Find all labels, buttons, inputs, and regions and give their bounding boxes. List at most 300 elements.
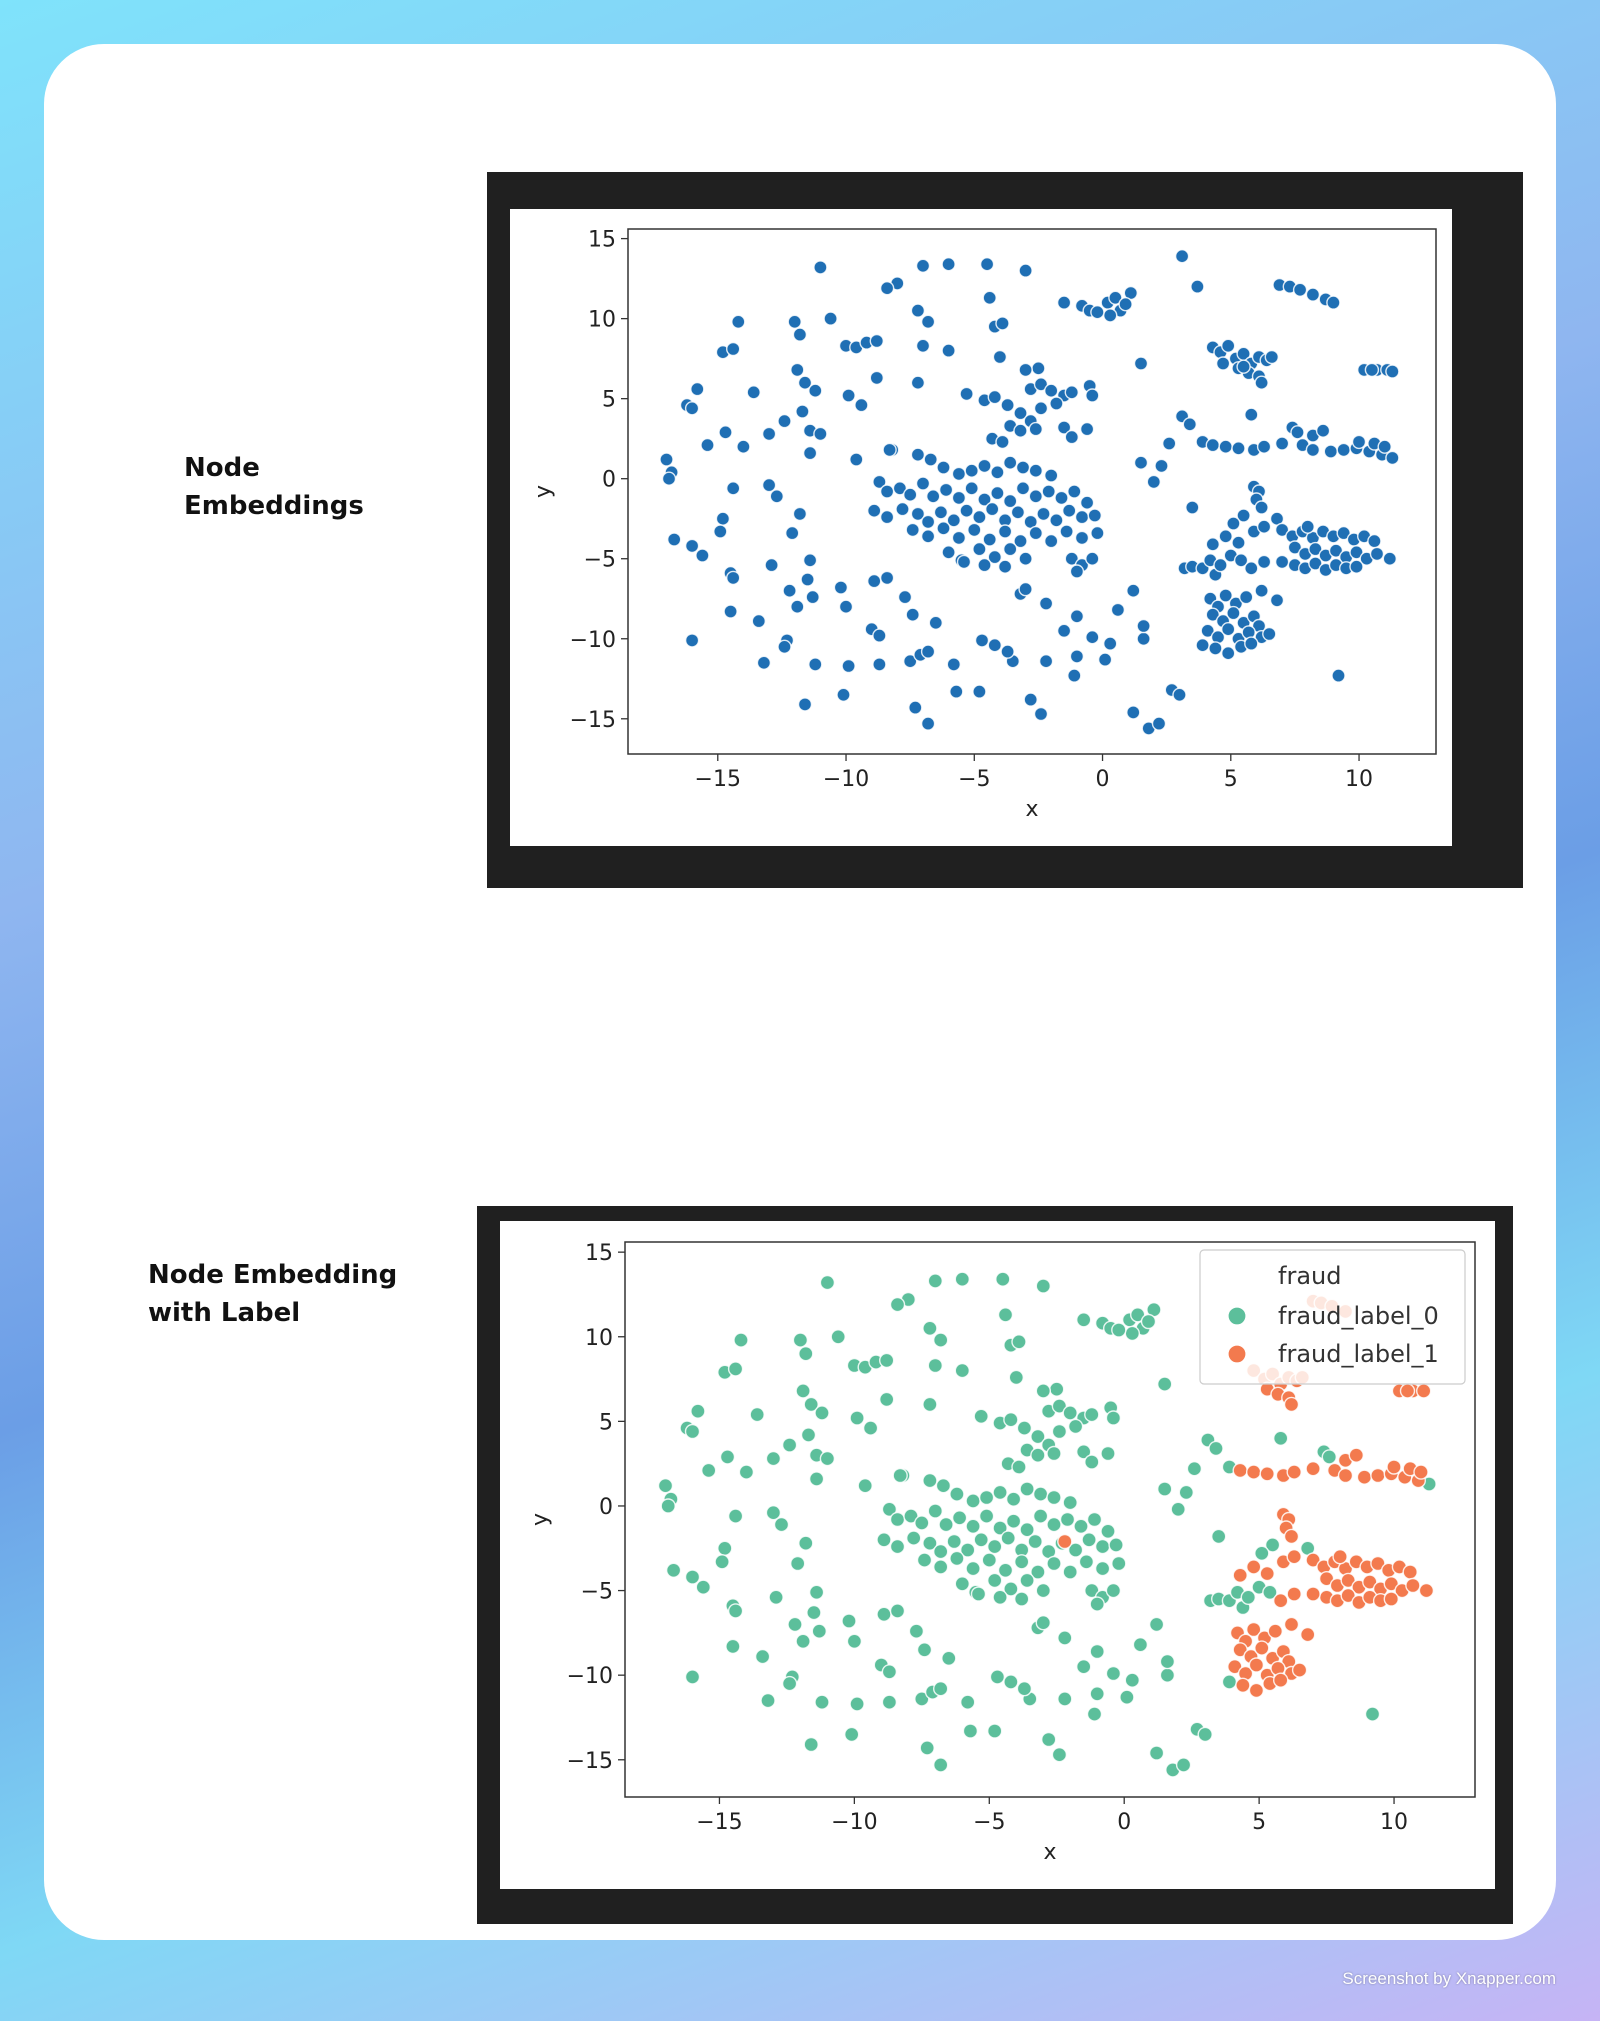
data-point <box>1366 1707 1380 1721</box>
data-point <box>793 507 806 520</box>
data-point <box>786 527 799 540</box>
data-point <box>1371 547 1384 560</box>
data-point <box>1029 527 1042 540</box>
data-point <box>1028 1535 1042 1549</box>
data-point <box>1001 645 1014 658</box>
data-point <box>820 1452 834 1466</box>
data-point <box>799 1347 813 1361</box>
data-point <box>1217 357 1230 370</box>
data-point <box>802 1428 816 1442</box>
data-point <box>1249 1658 1263 1672</box>
data-point <box>729 1604 743 1618</box>
data-point <box>980 1509 994 1523</box>
data-point <box>1085 1455 1099 1469</box>
data-point <box>983 533 996 546</box>
data-point <box>864 1421 878 1435</box>
data-point <box>972 1587 986 1601</box>
data-point <box>881 571 894 584</box>
data-point <box>891 1298 905 1312</box>
data-point <box>1232 536 1245 549</box>
data-point <box>1042 485 1055 498</box>
data-point <box>1219 530 1232 543</box>
data-point <box>1070 610 1083 623</box>
data-point <box>1255 584 1268 597</box>
data-point <box>1106 1584 1120 1598</box>
y-tick-label: −15 <box>569 707 616 733</box>
data-point <box>1287 1550 1301 1564</box>
data-point <box>1274 1431 1288 1445</box>
data-point <box>870 371 883 384</box>
data-point <box>1142 1315 1156 1329</box>
data-point <box>999 1308 1013 1322</box>
x-tick-label: −15 <box>694 767 741 792</box>
data-point <box>729 1362 743 1376</box>
data-point <box>942 258 955 271</box>
data-point <box>883 443 896 456</box>
data-point <box>1160 1655 1174 1669</box>
data-point <box>942 1651 956 1665</box>
data-point <box>1070 565 1083 578</box>
data-point <box>993 1590 1007 1604</box>
data-point <box>868 504 881 517</box>
legend-title: fraud <box>1278 1262 1342 1290</box>
data-point <box>1383 552 1396 565</box>
data-point <box>934 1560 948 1574</box>
data-point <box>855 399 868 412</box>
data-point <box>960 504 973 517</box>
data-point <box>1322 1450 1336 1464</box>
data-point <box>1209 642 1222 655</box>
data-point <box>1029 490 1042 503</box>
data-point <box>1386 451 1399 464</box>
data-point <box>778 640 791 653</box>
data-point <box>714 525 727 538</box>
y-axis-label: y <box>528 1512 553 1527</box>
data-point <box>810 1472 824 1486</box>
data-point <box>1236 1678 1250 1692</box>
legend-entry-label: fraud_label_1 <box>1278 1340 1439 1368</box>
data-point <box>873 629 886 642</box>
data-point <box>1101 1524 1115 1538</box>
data-point <box>880 1353 894 1367</box>
data-point <box>1020 1573 1034 1587</box>
data-point <box>1306 288 1319 301</box>
data-point <box>850 453 863 466</box>
data-point <box>982 1553 996 1567</box>
data-point <box>999 560 1012 573</box>
data-point <box>1247 1465 1261 1479</box>
data-point <box>793 1333 807 1347</box>
data-point <box>1058 1535 1072 1549</box>
data-point <box>1327 296 1340 309</box>
data-point <box>788 315 801 328</box>
data-point <box>715 1555 729 1569</box>
data-point <box>1060 525 1073 538</box>
data-point <box>1155 459 1168 472</box>
data-point <box>1014 424 1027 437</box>
x-axis-label: x <box>1025 797 1039 822</box>
data-point <box>1019 552 1032 565</box>
data-point <box>1153 717 1166 730</box>
data-point <box>1127 706 1140 719</box>
data-point <box>1009 1370 1023 1384</box>
data-point <box>939 1518 953 1532</box>
data-point <box>716 512 729 525</box>
legend-marker <box>1228 1345 1246 1363</box>
data-point <box>918 1643 932 1657</box>
data-point <box>1068 485 1081 498</box>
data-point <box>1052 1425 1066 1439</box>
data-point <box>960 387 973 400</box>
data-point <box>686 634 699 647</box>
data-point <box>807 1606 821 1620</box>
data-point <box>763 479 776 492</box>
data-point <box>1258 520 1271 533</box>
y-tick-label: 0 <box>602 467 616 493</box>
scatter-chart-node-embedding-with-label <box>500 1221 1495 1889</box>
data-point <box>920 1741 934 1755</box>
y-tick-label: 10 <box>585 1325 613 1351</box>
data-point <box>718 1541 732 1555</box>
data-point <box>801 573 814 586</box>
data-point <box>940 483 953 496</box>
data-point <box>783 1677 797 1691</box>
data-point <box>1232 442 1245 455</box>
data-point <box>942 344 955 357</box>
data-point <box>686 1570 700 1584</box>
data-point <box>1241 1590 1255 1604</box>
data-point <box>686 1670 700 1684</box>
data-point <box>966 1494 980 1508</box>
data-point <box>1173 688 1186 701</box>
data-point <box>1274 1673 1288 1687</box>
data-point <box>1065 386 1078 399</box>
legend-entry-label: fraud_label_0 <box>1278 1302 1439 1330</box>
data-point <box>734 1333 748 1347</box>
data-point <box>868 575 881 588</box>
data-point <box>1004 495 1017 508</box>
data-point <box>1263 628 1276 641</box>
data-point <box>809 384 822 397</box>
data-point <box>1001 1531 1015 1545</box>
data-point <box>770 490 783 503</box>
data-point <box>1350 560 1363 573</box>
data-point <box>729 1509 743 1523</box>
data-point <box>691 1404 705 1418</box>
data-point <box>701 439 714 452</box>
y-tick-label: 5 <box>599 1410 613 1436</box>
data-point <box>973 511 986 524</box>
data-point <box>896 503 909 516</box>
y-tick-label: 5 <box>602 387 616 413</box>
data-point <box>1076 511 1089 524</box>
data-point <box>1274 1594 1288 1608</box>
data-point <box>1222 339 1235 352</box>
data-point <box>1004 543 1017 556</box>
data-point <box>1029 423 1042 436</box>
data-point <box>1183 418 1196 431</box>
data-point <box>804 447 817 460</box>
data-point <box>1007 1492 1021 1506</box>
data-point <box>937 522 950 535</box>
data-point <box>686 1425 700 1439</box>
data-point <box>1015 1555 1029 1569</box>
data-point <box>988 1724 1002 1738</box>
data-point <box>1333 1550 1347 1564</box>
data-point <box>796 1384 810 1398</box>
data-point <box>1017 461 1030 474</box>
data-point <box>953 1511 967 1525</box>
data-point <box>1306 443 1319 456</box>
data-point <box>1212 1529 1226 1543</box>
data-point <box>788 1617 802 1631</box>
data-point <box>952 491 965 504</box>
data-point <box>1019 363 1032 376</box>
data-point <box>750 1408 764 1422</box>
data-point <box>1332 669 1345 682</box>
data-point <box>934 1333 948 1347</box>
data-point <box>775 1518 789 1532</box>
data-point <box>1158 1377 1172 1391</box>
legend <box>1200 1250 1465 1384</box>
data-point <box>1074 1519 1088 1533</box>
data-point <box>847 1634 861 1648</box>
data-point <box>1417 1384 1431 1398</box>
data-point <box>1004 456 1017 469</box>
data-point <box>737 440 750 453</box>
data-point <box>1036 1384 1050 1398</box>
data-point <box>1150 1746 1164 1760</box>
data-point <box>950 1487 964 1501</box>
data-point <box>1047 1447 1061 1461</box>
data-point <box>981 258 994 271</box>
data-point <box>882 1695 896 1709</box>
data-point <box>1227 607 1240 620</box>
data-point <box>955 1364 969 1378</box>
data-point <box>732 315 745 328</box>
data-point <box>893 1469 907 1483</box>
data-point <box>1082 1533 1096 1547</box>
y-tick-label: −5 <box>580 1579 613 1605</box>
data-point <box>1125 1673 1139 1687</box>
data-point <box>1227 517 1240 530</box>
data-point <box>824 312 837 325</box>
data-point <box>1017 1682 1031 1696</box>
data-point <box>1079 1555 1093 1569</box>
data-point <box>1387 1460 1401 1474</box>
data-point <box>1104 309 1117 322</box>
x-tick-label: 0 <box>1117 1810 1132 1835</box>
data-point <box>911 448 924 461</box>
data-point <box>1247 1560 1261 1574</box>
data-point <box>783 584 796 597</box>
data-point <box>1029 464 1042 477</box>
data-point <box>990 1670 1004 1684</box>
data-point <box>1063 504 1076 517</box>
data-point <box>796 1634 810 1648</box>
chart-frame-node-embeddings <box>487 172 1523 888</box>
data-point <box>834 581 847 594</box>
data-point <box>814 427 827 440</box>
data-point <box>991 466 1004 479</box>
data-point <box>812 1624 826 1638</box>
data-point <box>840 600 853 613</box>
data-point <box>950 1551 964 1565</box>
data-point <box>1012 1335 1026 1349</box>
data-point <box>1058 1631 1072 1645</box>
scatter-chart-node-embeddings <box>510 209 1452 846</box>
x-tick-label: 5 <box>1252 1810 1267 1835</box>
data-point <box>1401 1384 1415 1398</box>
data-point <box>1112 1557 1126 1571</box>
data-point <box>1034 1487 1048 1501</box>
data-point <box>799 698 812 711</box>
data-point <box>996 435 1009 448</box>
data-point <box>934 506 947 519</box>
data-point <box>719 426 732 439</box>
y-tick-label: 15 <box>588 227 616 253</box>
data-point <box>1233 1568 1247 1582</box>
data-point <box>1160 1668 1174 1682</box>
data-point <box>1065 431 1078 444</box>
data-point <box>1285 1529 1299 1543</box>
data-point <box>1088 1707 1102 1721</box>
data-point <box>1063 1565 1077 1579</box>
data-point <box>1040 597 1053 610</box>
data-point <box>1088 509 1101 522</box>
data-point <box>757 656 770 669</box>
data-point <box>1019 583 1032 596</box>
data-point <box>804 554 817 567</box>
data-point <box>727 343 740 356</box>
data-point <box>1099 653 1112 666</box>
data-point <box>911 304 924 317</box>
content-card <box>44 44 1556 1940</box>
data-point <box>1255 501 1268 514</box>
data-point <box>922 515 935 528</box>
data-point <box>1042 1733 1056 1747</box>
data-point <box>1101 1447 1115 1461</box>
data-point <box>1249 1683 1263 1697</box>
data-point <box>1036 1584 1050 1598</box>
data-point <box>904 488 917 501</box>
data-point <box>974 1533 988 1547</box>
data-point <box>978 559 991 572</box>
data-point <box>1120 1690 1134 1704</box>
y-tick-label: −5 <box>583 547 616 573</box>
data-point <box>909 1624 923 1638</box>
data-point <box>1378 440 1391 453</box>
data-point <box>996 317 1009 330</box>
data-point <box>917 259 930 272</box>
data-point <box>1032 362 1045 375</box>
data-point <box>721 1450 735 1464</box>
data-point <box>1106 1411 1120 1425</box>
data-point <box>1090 1645 1104 1659</box>
data-point <box>929 616 942 629</box>
data-point <box>880 1392 894 1406</box>
y-tick-label: 10 <box>588 307 616 333</box>
data-point <box>752 615 765 628</box>
data-point <box>1158 1482 1172 1496</box>
data-point <box>952 467 965 480</box>
data-point <box>1091 306 1104 319</box>
data-point <box>1052 1748 1066 1762</box>
data-point <box>950 685 963 698</box>
data-point <box>922 315 935 328</box>
data-point <box>1058 624 1071 637</box>
x-tick-label: −5 <box>958 767 991 792</box>
data-point <box>906 523 919 536</box>
data-point <box>1085 1408 1099 1422</box>
data-point <box>686 402 699 415</box>
data-point <box>891 1540 905 1554</box>
data-point <box>727 571 740 584</box>
data-point <box>1268 1624 1282 1638</box>
x-tick-label: −10 <box>822 767 870 792</box>
data-point <box>963 1724 977 1738</box>
data-point <box>899 591 912 604</box>
data-point <box>1196 639 1209 652</box>
data-point <box>966 1519 980 1533</box>
data-point <box>906 608 919 621</box>
data-point <box>1260 1467 1274 1481</box>
data-point <box>1036 1616 1050 1630</box>
data-point <box>907 1531 921 1545</box>
data-point <box>796 405 809 418</box>
data-point <box>809 658 822 671</box>
data-point <box>1035 402 1048 415</box>
data-point <box>1058 296 1071 309</box>
data-point <box>1047 1518 1061 1532</box>
data-point <box>1276 437 1289 450</box>
data-point <box>911 376 924 389</box>
data-point <box>696 549 709 562</box>
data-point <box>934 1545 948 1559</box>
data-point <box>1260 1567 1274 1581</box>
data-point <box>1096 1540 1110 1554</box>
x-tick-label: 10 <box>1345 767 1374 792</box>
data-point <box>1069 1419 1083 1433</box>
data-point <box>1222 647 1235 660</box>
data-point <box>1011 506 1024 519</box>
data-point <box>1285 1617 1299 1631</box>
data-point <box>845 1727 859 1741</box>
data-point <box>1163 437 1176 450</box>
data-point <box>1104 637 1117 650</box>
y-axis-label: y <box>531 484 556 499</box>
data-point <box>927 490 940 503</box>
data-point <box>791 600 804 613</box>
data-point <box>974 1409 988 1423</box>
data-point <box>988 1540 1002 1554</box>
data-point <box>1020 1482 1034 1496</box>
section-label-node-embeddings: Node Embeddings <box>184 453 364 521</box>
data-point <box>778 415 791 428</box>
data-point <box>1317 424 1330 437</box>
data-point <box>1045 535 1058 548</box>
data-point <box>993 351 1006 364</box>
data-point <box>663 472 676 485</box>
data-point <box>881 511 894 524</box>
data-point <box>955 1272 969 1286</box>
data-point <box>1068 669 1081 682</box>
data-point <box>1187 1462 1201 1476</box>
data-point <box>924 453 937 466</box>
data-point <box>978 459 991 472</box>
data-point <box>988 639 1001 652</box>
data-point <box>1063 1496 1077 1510</box>
